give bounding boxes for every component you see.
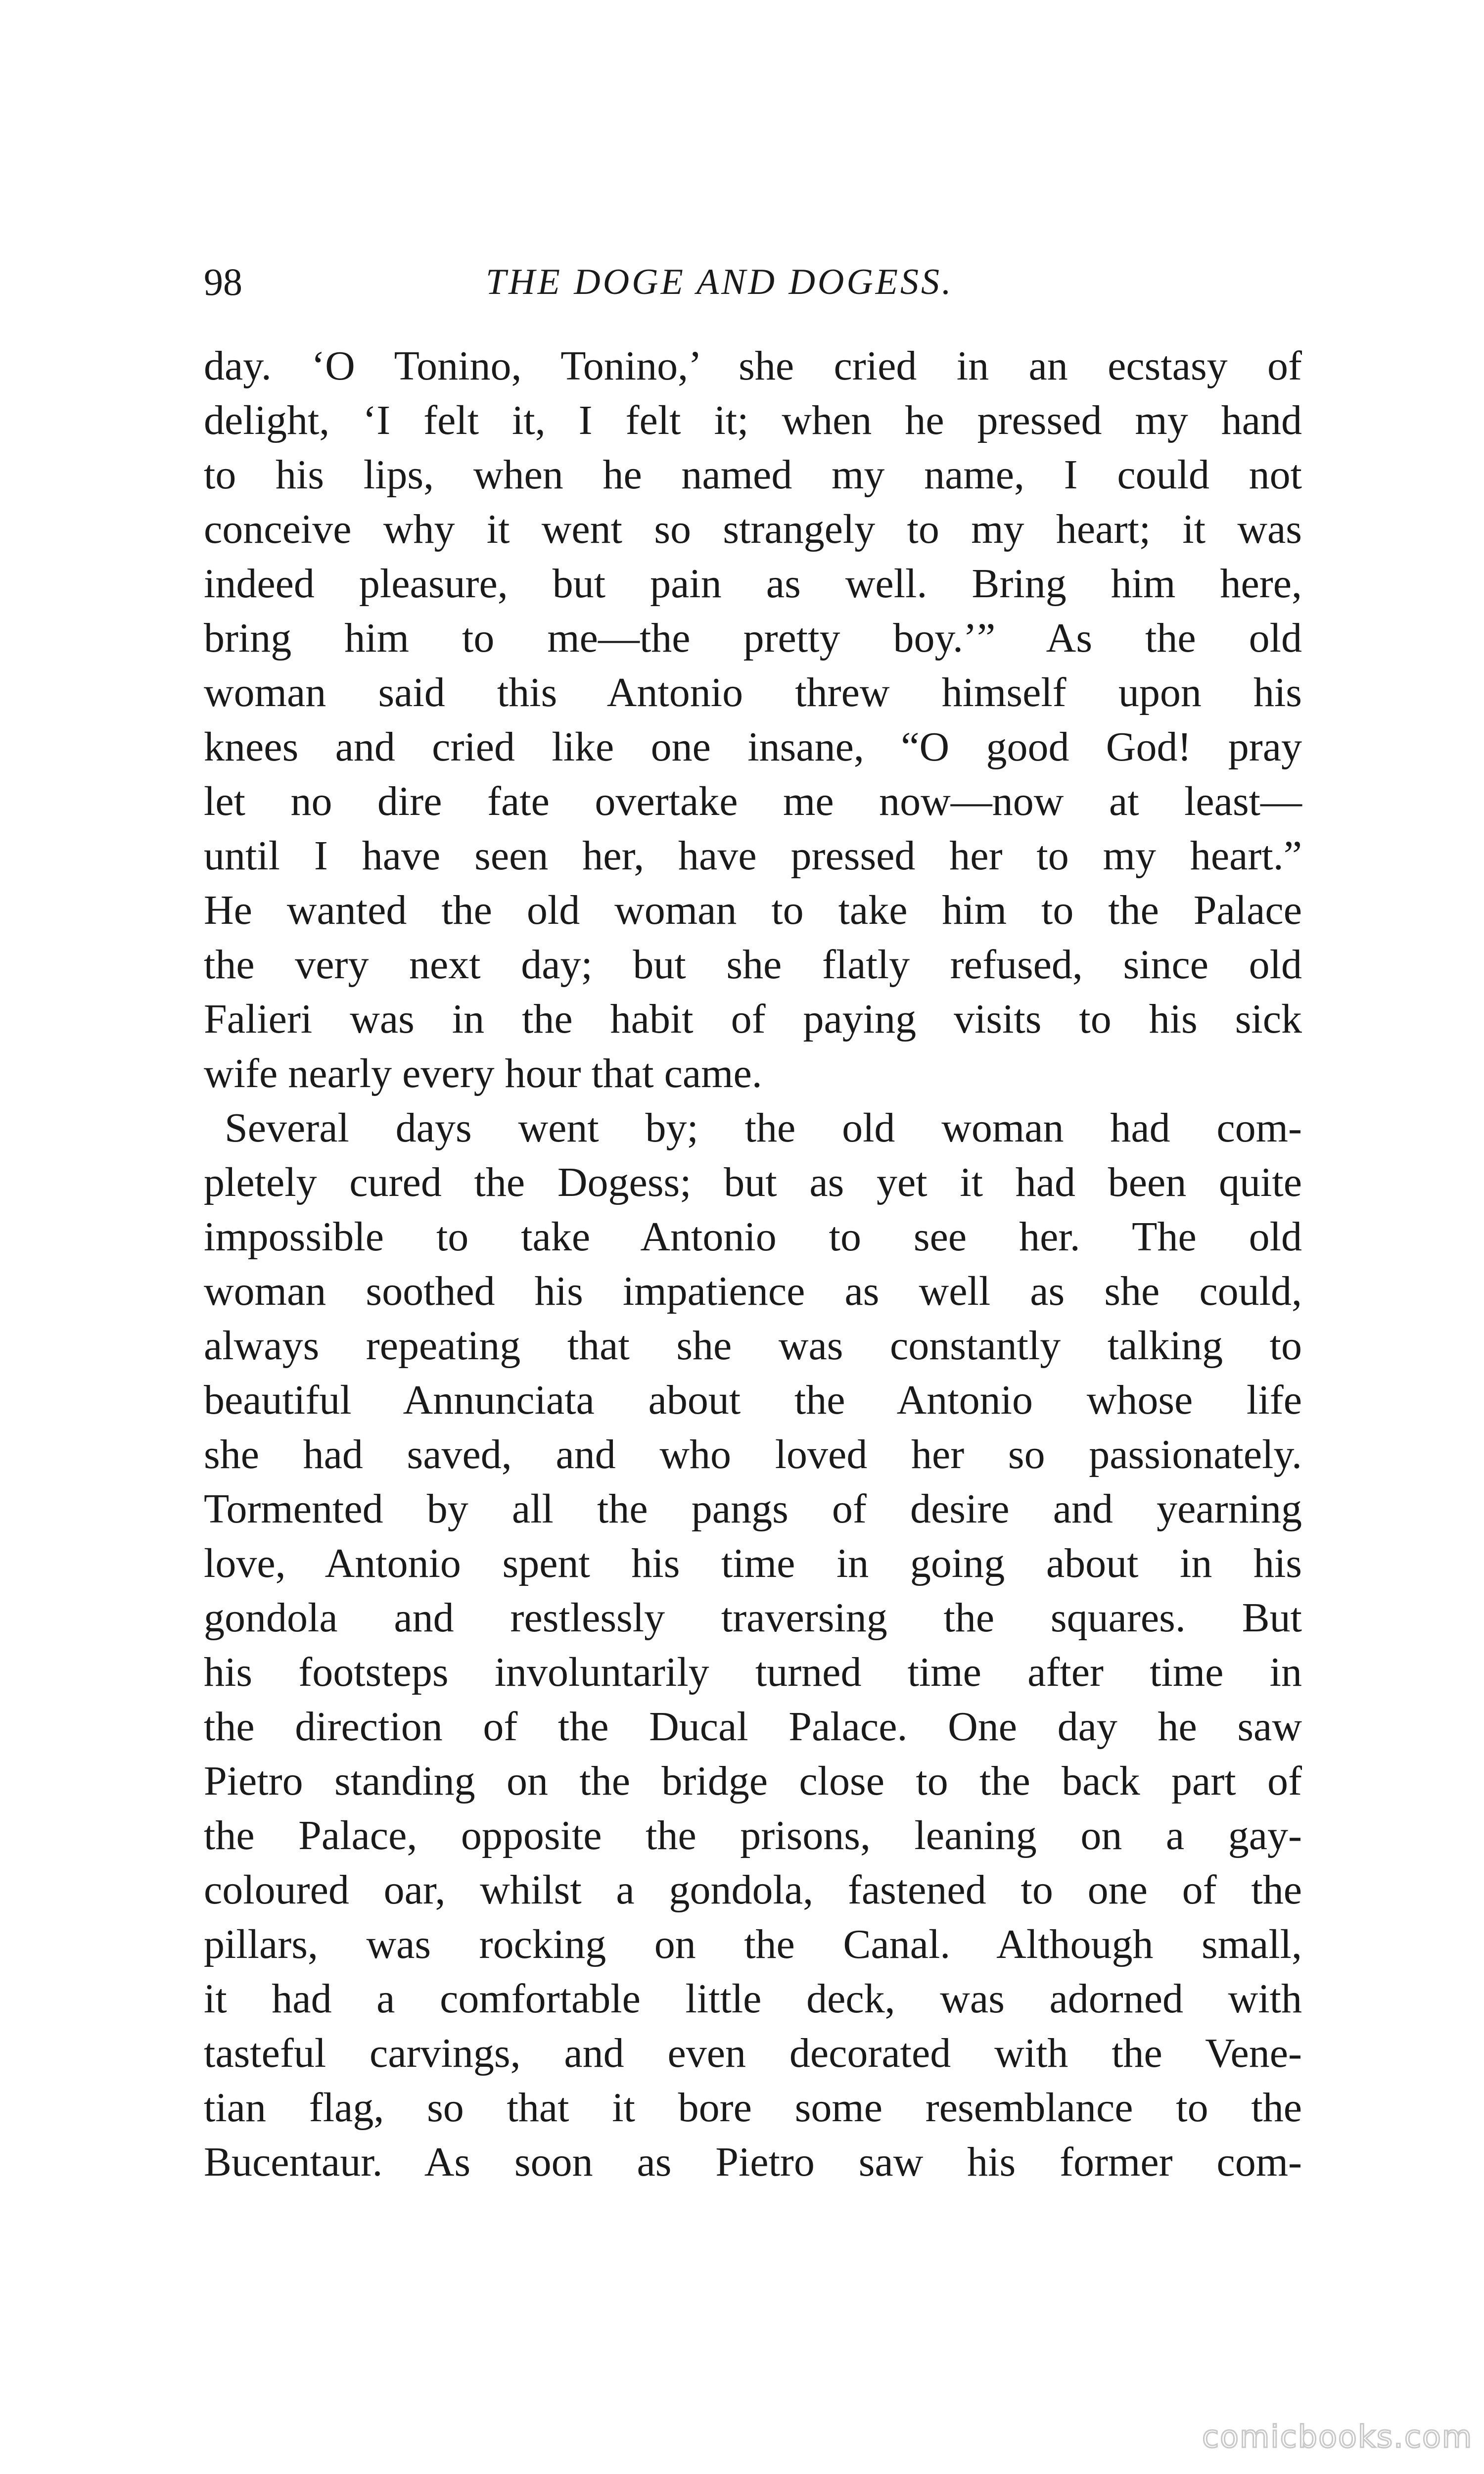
running-title: THE DOGE AND DOGESS. [486, 262, 954, 302]
text-line: gondola and restlessly traversing the squares. But [204, 1595, 1302, 1641]
text-line: the direction of the Ducal Palace. One day he saw [204, 1704, 1302, 1750]
text-line: Tormented by all the pangs of desire and yearning [204, 1486, 1302, 1532]
text-line: impossible to take Antonio to see her. The old [204, 1214, 1302, 1260]
watermark-logo: comicbooks.com [1202, 2419, 1473, 2455]
text-line: love, Antonio spent his time in going about in his [204, 1540, 1302, 1586]
text-line: beautiful Annunciata about the Antonio whose life [204, 1377, 1302, 1423]
body-text [204, 339, 1302, 2189]
text-line: delight, ‘I felt it, I felt it; when he pressed my hand [204, 397, 1302, 443]
text-line: wife nearly every hour that came. [204, 1050, 762, 1096]
text-line: tasteful carvings, and even decorated with the Vene- [204, 2030, 1302, 2076]
text-line: pillars, was rocking on the Canal. Although small, [204, 1921, 1302, 1967]
page-header [204, 257, 1074, 307]
text-line: his footsteps involuntarily turned time after time in [204, 1649, 1302, 1695]
text-line: let no dire fate overtake me now—now at least— [204, 778, 1302, 824]
text-line: always repeating that she was constantly talking to [204, 1323, 1302, 1369]
text-line: knees and cried like one insane, “O good God! pray [204, 724, 1302, 770]
text-line: conceive why it went so strangely to my heart; it was [204, 506, 1302, 552]
text-line: she had saved, and who loved her so passionately. [204, 1431, 1302, 1477]
text-line: Pietro standing on the bridge close to the back part of [204, 1758, 1302, 1804]
text-line: Falieri was in the habit of paying visits to his sick [204, 996, 1302, 1042]
text-line: woman said this Antonio threw himself upon his [204, 669, 1302, 715]
text-line: woman soothed his impatience as well as she could, [204, 1268, 1302, 1314]
text-line: He wanted the old woman to take him to the Palace [204, 887, 1302, 933]
text-line: until I have seen her, have pressed her to my heart.” [204, 833, 1302, 879]
text-line: day. ‘O Tonino, Tonino,’ she cried in an ecstasy of [204, 343, 1302, 389]
text-line: the very next day; but she flatly refused, since old [204, 942, 1302, 988]
text-line: Several days went by; the old woman had com- [225, 1105, 1302, 1151]
text-line: tian flag, so that it bore some resemblance to the [204, 2085, 1302, 2131]
text-line: it had a comfortable little deck, was adorned with [204, 1976, 1302, 2022]
text-line: bring him to me—the pretty boy.’” As the old [204, 615, 1302, 661]
text-line: pletely cured the Dogess; but as yet it had been quite [204, 1159, 1302, 1205]
text-line: to his lips, when he named my name, I could not [204, 452, 1302, 498]
text-line: Bucentaur. As soon as Pietro saw his former com- [204, 2139, 1302, 2185]
text-line: coloured oar, whilst a gondola, fastened to one of the [204, 1867, 1302, 1913]
page-number: 98 [204, 260, 242, 303]
text-line: the Palace, opposite the prisons, leaning on a gay- [204, 1812, 1302, 1858]
text-line: indeed pleasure, but pain as well. Bring him here, [204, 561, 1302, 607]
